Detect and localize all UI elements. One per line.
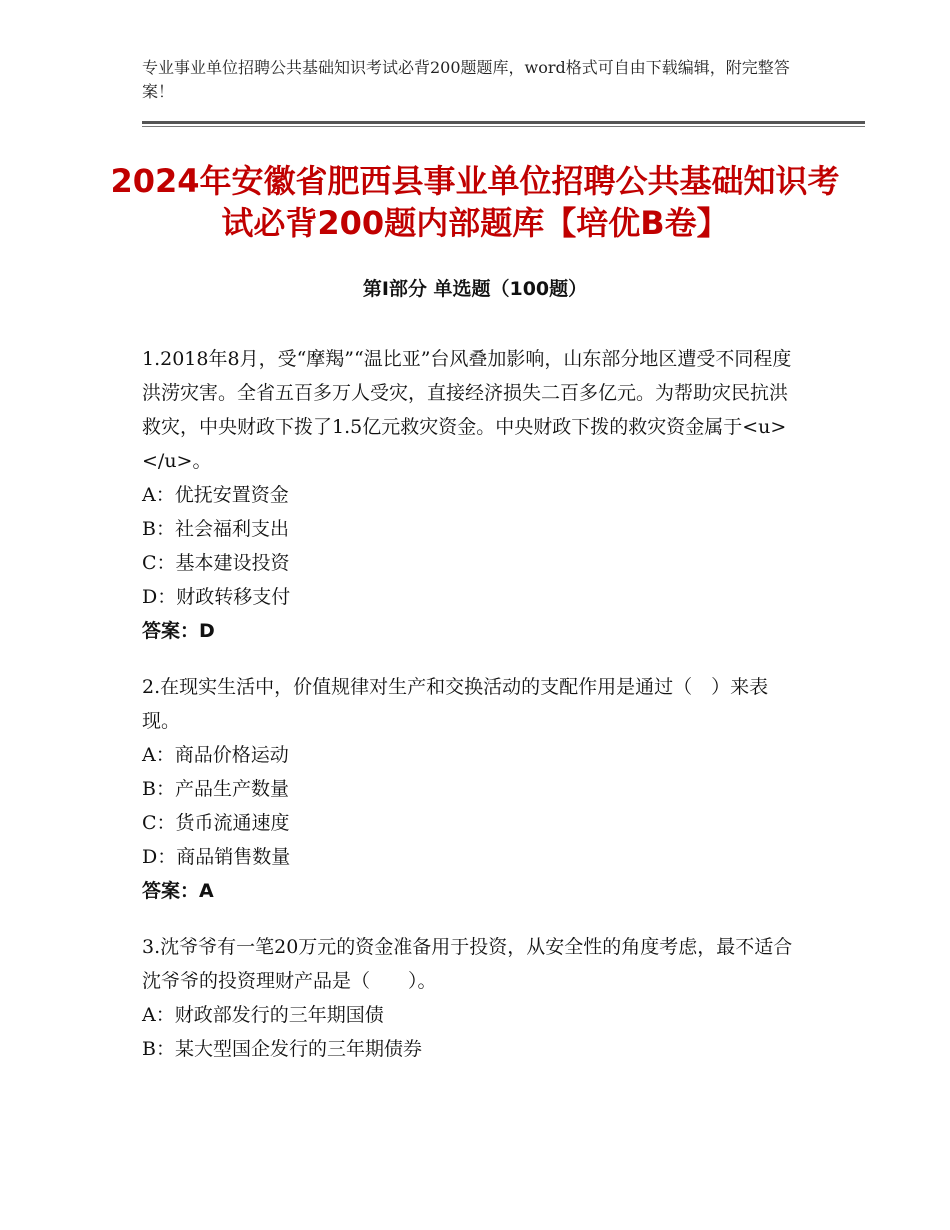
answer: 答案：D: [142, 620, 215, 642]
option-a: A：优抚安置资金: [142, 484, 289, 506]
option-b: B：某大型国企发行的三年期债券: [142, 1038, 422, 1060]
header-note: 专业事业单位招聘公共基础知识考试必背200题题库，word格式可自由下载编辑，附完整答案！: [142, 58, 790, 101]
question-2: [142, 670, 802, 908]
question-stem: 1.2018年8月，受“摩羯”“温比亚”台风叠加影响，山东部分地区遭受不同程度洪涝灾害。全省五百多万人受灾，直接经济损失二百多亿元。为帮助灾民抗洪救灾，中央财政下拨了1.5亿元救灾资金。中央财政下拨的救灾资金属于<u> </u>。: [142, 348, 825, 472]
question-stem: 3.沈爷爷有一笔20万元的资金准备用于投资，从安全性的角度考虑，最不适合沈爷爷的投资理财产品是（ ）。: [142, 936, 793, 992]
section-title: 第Ⅰ部分 单选题（100题）: [362, 278, 588, 300]
option-c: C：货币流通速度: [142, 812, 290, 834]
header-rule-thin: [142, 126, 865, 127]
header-rule-thick: [142, 121, 865, 124]
option-b: B：社会福利支出: [142, 518, 289, 540]
question-1: [142, 342, 825, 648]
option-c: C：基本建设投资: [142, 552, 290, 574]
option-d: D：商品销售数量: [142, 846, 291, 868]
option-d: D：财政转移支付: [142, 586, 291, 608]
option-a: A：商品价格运动: [142, 744, 289, 766]
answer: 答案：A: [142, 880, 214, 902]
question-stem: 2.在现实生活中，价值规律对生产和交换活动的支配作用是通过（ ）来表现。: [142, 676, 769, 732]
question-3: [142, 930, 802, 1066]
option-b: B：产品生产数量: [142, 778, 289, 800]
option-a: A：财政部发行的三年期国债: [142, 1004, 384, 1026]
document-title: 2024年安徽省肥西县事业单位招聘公共基础知识考试必背200题内部题库【培优B卷】: [110, 162, 840, 242]
question-list: [142, 342, 825, 1088]
